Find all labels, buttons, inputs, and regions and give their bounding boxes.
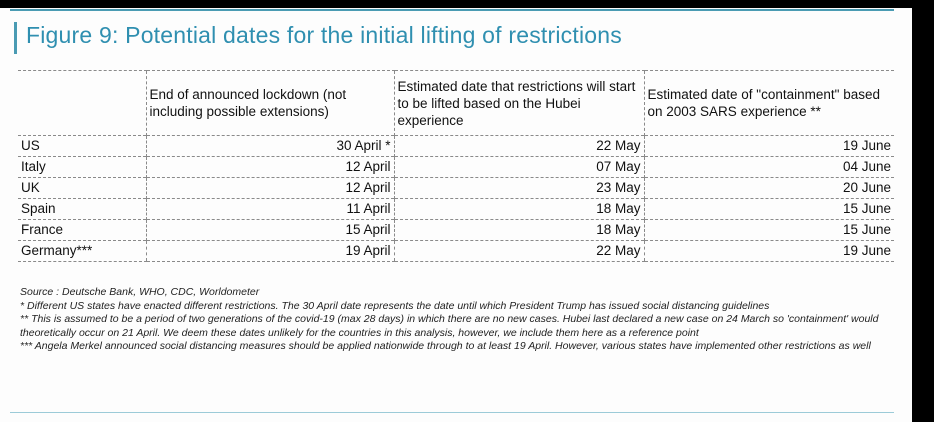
table-row <box>18 199 894 220</box>
country-cell: Germany*** <box>18 241 146 262</box>
lockdown-end-cell: 12 April <box>146 157 394 178</box>
lockdown-end-cell: 19 April <box>146 241 394 262</box>
header-country <box>18 71 146 136</box>
country-cell: Italy <box>18 157 146 178</box>
table-header-row <box>18 71 894 136</box>
lockdown-end-cell: 12 April <box>146 178 394 199</box>
header-hubei-estimate: Estimated date that restrictions will start to be lifted based on the Hubei experience <box>394 71 644 136</box>
hubei-estimate-cell: 07 May <box>394 157 644 178</box>
header-sars-estimate: Estimated date of "containment" based on 2003 SARS experience ** <box>644 71 894 136</box>
country-cell: Spain <box>18 199 146 220</box>
hubei-estimate-cell: 18 May <box>394 199 644 220</box>
bottom-rule <box>10 412 894 413</box>
sars-estimate-cell: 15 June <box>644 220 894 241</box>
hubei-estimate-cell: 22 May <box>394 241 644 262</box>
lockdown-end-cell: 11 April <box>146 199 394 220</box>
hubei-estimate-cell: 22 May <box>394 136 644 157</box>
table-row <box>18 136 894 157</box>
restrictions-table <box>18 70 894 262</box>
top-rule <box>10 9 894 11</box>
header-lockdown-end: End of announced lockdown (not including possible extensions) <box>146 71 394 136</box>
sars-estimate-cell: 20 June <box>644 178 894 199</box>
sars-estimate-cell: 19 June <box>644 241 894 262</box>
lockdown-end-cell: 30 April * <box>146 136 394 157</box>
sars-estimate-cell: 04 June <box>644 157 894 178</box>
table-row <box>18 241 894 262</box>
figure-title: Figure 9: Potential dates for the initial lifting of restrictions <box>26 22 622 48</box>
document-page <box>0 8 912 422</box>
table-row <box>18 178 894 199</box>
footnote-us: * Different US states have enacted different restrictions. The 30 April date represents the date until which President Trump has issued social distancing guidelines <box>20 299 770 312</box>
title-accent-bar <box>14 22 17 54</box>
table-row <box>18 220 894 241</box>
footnotes <box>20 286 900 354</box>
sars-estimate-cell: 15 June <box>644 199 894 220</box>
lockdown-end-cell: 15 April <box>146 220 394 241</box>
country-cell: France <box>18 220 146 241</box>
hubei-estimate-cell: 18 May <box>394 220 644 241</box>
footnote-containment: ** This is assumed to be a period of two generations of the covid-19 (max 28 days) in which there are no new cases. Hubei last declared a new case on 24 March so 'containment' would theoretically occur on 21 April. We deem these dates unlikely for the countries in this analysis, however, we include them here as a reference point <box>20 313 879 339</box>
footnote-germany: *** Angela Merkel announced social distancing measures should be applied nationwide through to at least 19 April. However, various states have implemented other restrictions as well <box>20 340 871 353</box>
country-cell: US <box>18 136 146 157</box>
source-note: Source : Deutsche Bank, WHO, CDC, Worldometer <box>20 286 260 298</box>
sars-estimate-cell: 19 June <box>644 136 894 157</box>
table-row <box>18 157 894 178</box>
hubei-estimate-cell: 23 May <box>394 178 644 199</box>
country-cell: UK <box>18 178 146 199</box>
